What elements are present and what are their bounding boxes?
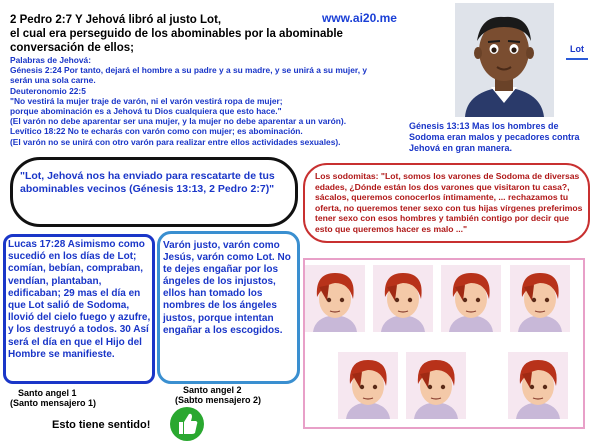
angel2-label <box>175 385 261 405</box>
verse-line: (El varón no debe aparentar ser una mujer, y la mujer no debe aparentar a un varón). <box>10 116 347 127</box>
verse-line: (El varón no se unirá con otro varón para realizar entre ellos actividades sexuales). <box>10 136 341 147</box>
verse-line: "No vestirá la mujer traje de varón, ni el varón vestirá ropa de mujer; <box>10 95 283 106</box>
thumbs-up-icon[interactable] <box>170 407 204 441</box>
angel1-quote: "Lot, Jehová nos ha enviado para rescatarte de tus abominables vecinos (Génesis 13:13, 2 Pedro 2:7)" <box>20 170 275 195</box>
sodomite-avatar <box>406 352 466 419</box>
angel1-label <box>10 388 96 408</box>
verse-line: serán una sola carne. <box>10 75 96 86</box>
luke-quote: Lucas 17:28 Asimismo como sucedió en los días de Lot; comían, bebían, compraban, vendían, plantaban, edificaban; 29 mas el día en que Lot salió de Sodoma, llovió del cielo fuego y azufre, y los destruyó a todos. 30 Así será el día en que el Hijo del Hombre se manifieste. <box>8 239 151 360</box>
verses-block <box>10 55 410 147</box>
sodomite-avatar <box>508 352 568 419</box>
sodomite-avatar <box>373 265 433 332</box>
title-line: 2 Pedro 2:7 Y Jehová libró al justo Lot, <box>10 14 222 26</box>
lot-label: Lot <box>570 44 584 54</box>
title-line: conversación de ellos; <box>10 42 134 54</box>
verse-line: Levítico 18:22 No te echarás con varón como con mujer; es abominación. <box>10 126 303 137</box>
sense-text: Esto tiene sentido! <box>52 419 151 431</box>
sodomite-avatar <box>510 265 570 332</box>
genesis-note: Génesis 13:13 Mas los hombres de Sodoma eran malos y pecadores contra Jehová en gran manera. <box>409 121 580 153</box>
lot-avatar <box>455 3 554 117</box>
verse-line: Génesis 2:24 Por tanto, dejará el hombre a su padre y a su madre, y se unirá a su mujer, y <box>10 65 368 76</box>
verse-line: Deuteronomio 22:5 <box>10 85 86 96</box>
angel1-label-line: Santo angel 1 <box>18 388 77 398</box>
title-line: el cual era perseguido de los abominables por la abominable <box>10 28 343 40</box>
angel1-label-line: (Santo mensajero 1) <box>10 398 97 408</box>
verse-line: porque abominación es a Jehová tu Dios cualquiera que esto hace." <box>10 106 282 117</box>
angel2-label-line: Santo angel 2 <box>183 385 242 395</box>
angel2-label-line: (Sabto mensajero 2) <box>175 395 262 405</box>
site-link[interactable]: www.ai20.me <box>322 11 397 25</box>
sodomite-avatar <box>441 265 501 332</box>
lot-pointer-line <box>566 58 588 60</box>
verse-line: Palabras de Jehová: <box>10 55 91 65</box>
sodomite-avatar <box>305 265 365 332</box>
sodomites-quote: Los sodomitas: "Lot, somos los varones de Sodoma de diversas edades, ¿Dónde están los dos varones que visitaron tu casa?, sácalos, queremos conocerlos íntimamente, ... rechazamos tu oferta, no queremos tener sexo con tus hijas vírgenes preferimos tener sexo con esos hombres y también contigo por decir que esto que queremos hacer es malo ..." <box>315 171 583 234</box>
sodomite-avatar <box>338 352 398 419</box>
angel2-quote: Varón justo, varón como Jesús, varón como Lot. No te dejes engañar por los ángeles de los injustos, ellos han tomado los nombres de los ángeles justos, porque intentan engañar a los escogidos. <box>163 240 291 336</box>
